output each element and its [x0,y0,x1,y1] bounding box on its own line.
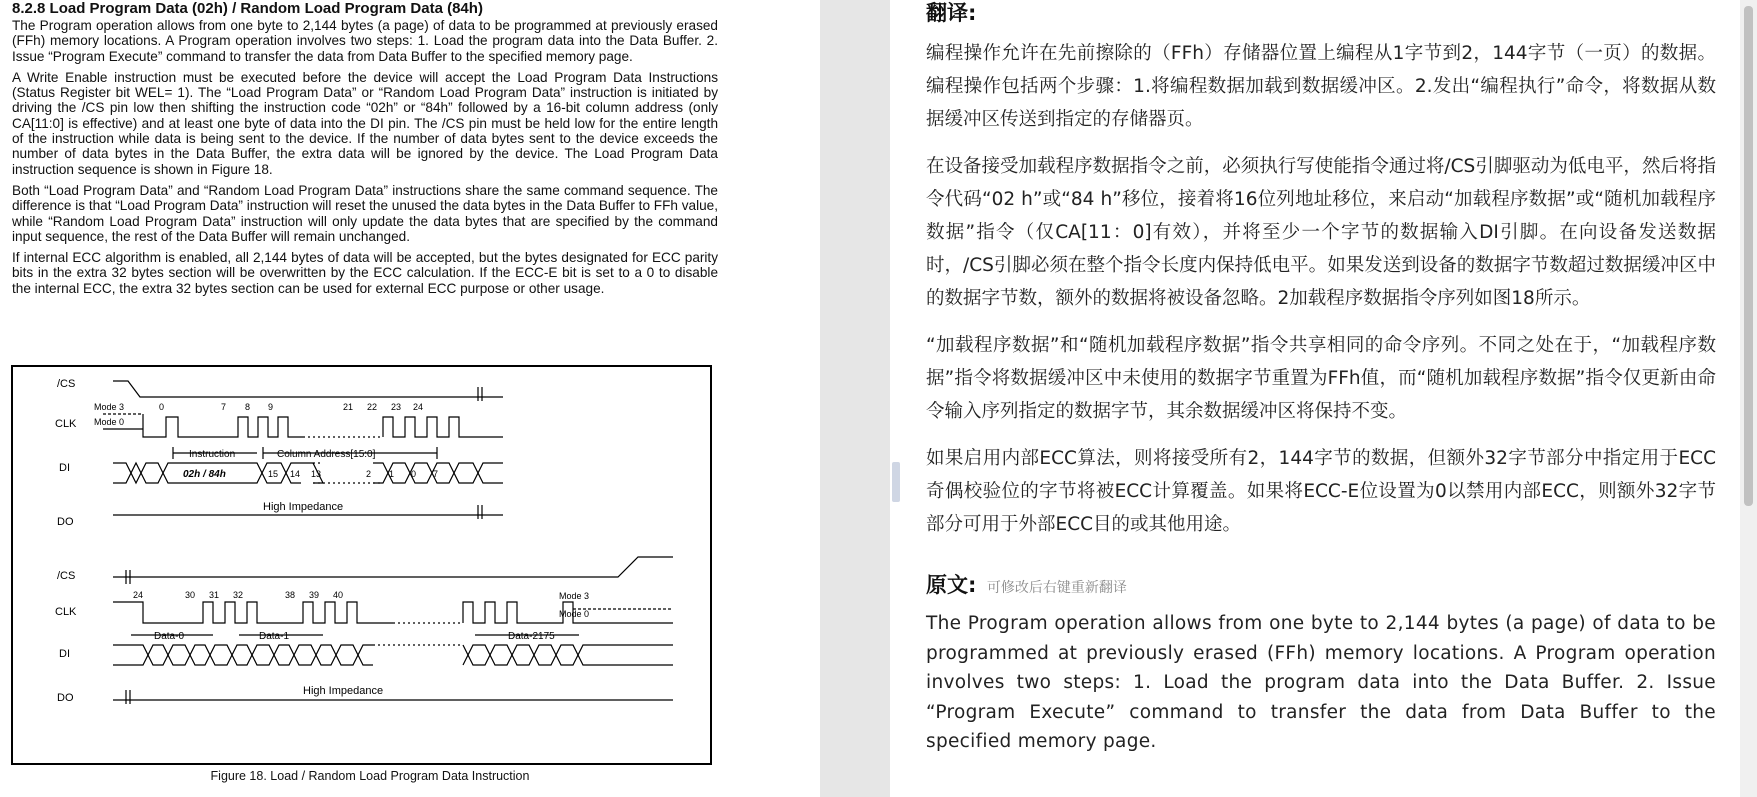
data0-label: Data-0 [154,631,185,642]
clk-num: 9 [268,402,274,412]
signal-clk-label: CLK [55,606,77,618]
translation-paragraph-2[interactable]: 在设备接受加载程序数据指令之前，必须执行写使能指令通过将/CS引脚驱动为低电平，然后将指令代码“02 h”或“84 h”移位，接着将16位列地址移位，来启动“加载程序数据”或“随机加载程序数据”指令（仅CA[11：0]有效），并将至少一个字节的数据输入DI引脚。在向设备发送数据时，/CS引脚必须在整个指令长度内保持低电平。如果发送到设备的数据字节数超过数据缓冲区中的数据字节数，额外的数据将被设备忽略。2加载程序数据指令序列如图18所示。 [926,156,1716,309]
figure-caption: Figure 18. Load / Random Load Program Data Instruction [210,769,530,783]
original-hint: 可修改后右键重新翻译 [986,580,1127,596]
bit-label: 13 [311,469,322,479]
signal-di-label: DI [59,648,70,660]
original-header: 原文: [926,573,977,597]
high-impedance-label: High Impedance [263,501,344,513]
clk-num: 38 [285,590,296,600]
mode3-label: Mode 3 [559,591,590,601]
translation-paragraph-1[interactable]: 编程操作允许在先前擦除的（FFh）存储器位置上编程从1字节到2，144字节（一页）的数据。编程操作包括两个步骤：1.将编程数据加载到数据缓冲区。2.发出“编程执行”命令，将数据从数据缓冲区传送到指定的存储器页。 [926,43,1716,130]
signal-do-label: DO [57,516,74,528]
pane-gutter [820,0,890,797]
original-text-editor[interactable]: The Program operation allows from one byte to 2,144 bytes (a page) of data to be programmed at previously erased (FFh) memory locations. A Program operation involves two steps: 1. Load the program data into the Data Buffer. 2. Issue “Program Execute” command to transfer the data from Data Buffer to the specified memory page. [926,613,1716,752]
bit-label: 2 [366,469,372,479]
clk-num: 21 [343,402,354,412]
clk-num: 8 [245,402,251,412]
bit-label: 1 [389,469,395,479]
data2175-label: Data-2175 [508,631,555,642]
document-page [12,0,718,302]
doc-paragraph-1: The Program operation allows from one byte to 2,144 bytes (a page) of data to be programmed at previously erased (FFh) memory locations. A Program operation involves two steps: 1. Load the program data into the Data Buffer. 2. Issue “Program Execute” command to transfer the data from Data Buffer to the specified memory page. [12,18,718,64]
clk-num: 23 [391,402,402,412]
signal-cs-label: /CS [57,570,76,582]
original-header-row [926,569,1716,599]
clk-num: 39 [309,590,320,600]
doc-paragraph-3: Both “Load Program Data” and “Random Load Program Data” instructions share the same command sequence. The difference is that “Load Program Data” instruction will reset the unused the data bytes in the Data Buffer to FFh value, while “Random Load Program Data” instruction will only update the data bytes that are specified by the command input sequence, the rest of the Data Buffer will remain unchanged. [12,182,718,244]
splitter-handle[interactable] [892,462,900,502]
clk-num: 24 [133,590,144,600]
scrollbar-thumb[interactable] [1744,6,1753,506]
bit-label: 15 [268,469,279,479]
bit-label: 14 [290,469,301,479]
translation-paragraph-3[interactable]: “加载程序数据”和“随机加载程序数据”指令共享相同的命令序列。不同之处在于，“加载程序数据”指令将数据缓冲区中未使用的数据字节重置为FFh值，而“随机加载程序数据”指令仅更新由命令输入序列指定的数据字节，其余数据缓冲区将保持不变。 [926,335,1716,422]
clk-num: 24 [413,402,424,412]
mode0-label: Mode 0 [94,417,125,427]
signal-clk-label: CLK [55,418,77,430]
pdf-viewer-pane [0,0,820,797]
section-heading: 8.2.8 Load Program Data (02h) / Random Load Program Data (84h) [12,0,483,17]
clk-num: 0 [159,402,165,412]
mode0-label: Mode 0 [559,609,590,619]
clk-num: 32 [233,590,244,600]
clk-num: 31 [209,590,220,600]
translation-paragraph-4[interactable]: 如果启用内部ECC算法，则将接受所有2，144字节的数据，但额外32字节部分中指定用于ECC奇偶校验位的字节将被ECC计算覆盖。如果将ECC-E位设置为0以禁用内部ECC，则额外32字节部分可用于外部ECC目的或其他用途。 [926,448,1716,535]
instruction-label: Instruction [189,449,236,460]
doc-paragraph-2: A Write Enable instruction must be executed before the device will accept the Load Program Data Instructions (Status Register bit WEL= 1). The “Load Program Data” or “Random Load Program Data” instruction is initiated by driving the /CS pin low then shifting the instruction code “02h” or “84h” followed by a 16-bit column address (only CA[11:0] is effective) and at least one byte of data into the DI pin. The /CS pin must be held low for the entire length of the instruction while data is being sent to the device. If the number of data bytes sent to the device exceeds the number of data bytes in the Data Buffer, the extra data will be ignored by the device. The Load Program Data instruction sequence is shown in Figure 18. [12,69,718,177]
clk-num: 40 [333,590,344,600]
timing-diagram [13,367,710,763]
doc-paragraph-4: If internal ECC algorithm is enabled, all 2,144 bytes of data will be accepted, but the bytes designated for ECC parity bits in the extra 32 bytes section will be overwritten by the ECC calculation. If the ECC-E bit is set to a 0 to disable the internal ECC, the extra 32 bytes section can be used for external ECC purpose or other usage. [12,250,718,296]
translation-pane [906,0,1740,797]
bit-label: 0 [411,469,417,479]
signal-di-label: DI [59,462,70,474]
scrollbar[interactable] [1740,0,1757,797]
translation-header: 翻译: [926,1,977,25]
signal-cs-label: /CS [57,378,76,390]
clk-num: 22 [367,402,378,412]
clk-num: 30 [185,590,196,600]
signal-do-label: DO [57,692,74,704]
timing-diagram-figure [11,365,712,765]
bit-label: 7 [433,469,439,479]
opcode-label: 02h / 84h [183,469,226,480]
data1-label: Data-1 [259,631,290,642]
clk-num: 7 [221,402,227,412]
high-impedance-label: High Impedance [303,685,384,697]
column-address-label: Column Address[15:0] [277,449,376,460]
mode3-label: Mode 3 [94,402,125,412]
